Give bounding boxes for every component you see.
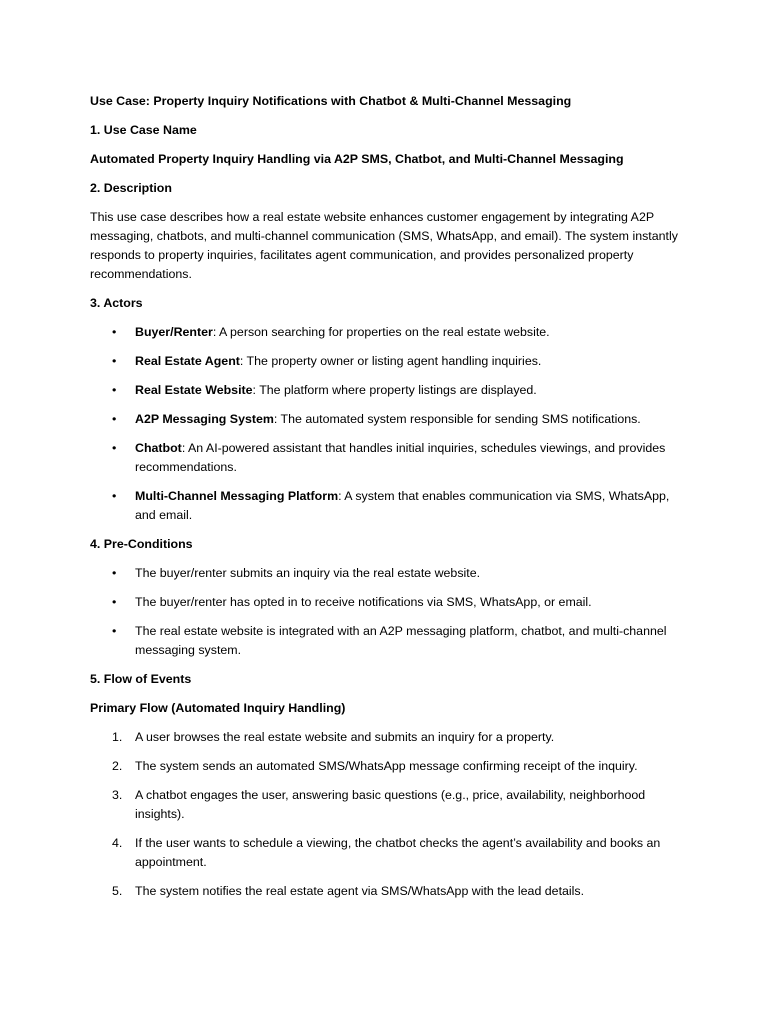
- bullet-icon: •: [112, 624, 117, 638]
- actor-item: [90, 381, 680, 400]
- document-body: [90, 92, 680, 911]
- precondition-text: The buyer/renter has opted in to receive notifications via SMS, WhatsApp, or email.: [135, 595, 592, 609]
- section-heading-actors: 3. Actors: [90, 296, 143, 310]
- bullet-icon: •: [112, 354, 117, 368]
- actors-list: [90, 323, 680, 525]
- precondition-item: [90, 564, 680, 583]
- actor-description: : The automated system responsible for sending SMS notifications.: [273, 412, 641, 426]
- section-heading-preconditions: 4. Pre-Conditions: [90, 537, 193, 551]
- actor-item: [90, 352, 680, 371]
- actor-description: : The property owner or listing agent handling inquiries.: [239, 354, 542, 368]
- bullet-icon: •: [112, 383, 117, 397]
- step-number: 5.: [112, 884, 123, 898]
- flow-step: [90, 728, 680, 747]
- use-case-name: Automated Property Inquiry Handling via A2P SMS, Chatbot, and Multi-Channel Messaging: [90, 152, 624, 166]
- step-number: 4.: [112, 836, 123, 850]
- flow-step: [90, 882, 680, 901]
- step-text: A chatbot engages the user, answering basic questions (e.g., price, availability, neighborhood insights).: [135, 788, 646, 821]
- precondition-item: [90, 593, 680, 612]
- step-number: 1.: [112, 730, 123, 744]
- step-number: 3.: [112, 788, 123, 802]
- primary-flow-steps: [90, 728, 680, 901]
- actor-term: A2P Messaging System: [135, 412, 274, 426]
- actor-description: : The platform where property listings are displayed.: [252, 383, 537, 397]
- precondition-text: The buyer/renter submits an inquiry via the real estate website.: [135, 566, 481, 580]
- section-heading-flow-of-events: 5. Flow of Events: [90, 672, 192, 686]
- actor-item: [90, 439, 680, 477]
- step-text: A user browses the real estate website and submits an inquiry for a property.: [135, 730, 555, 744]
- preconditions-list: [90, 564, 680, 660]
- actor-item: [90, 410, 680, 429]
- step-text: The system sends an automated SMS/WhatsApp message confirming receipt of the inquiry.: [135, 759, 638, 773]
- actor-term: Real Estate Agent: [135, 354, 240, 368]
- step-number: 2.: [112, 759, 123, 773]
- bullet-icon: •: [112, 595, 117, 609]
- step-text: The system notifies the real estate agent via SMS/WhatsApp with the lead details.: [135, 884, 585, 898]
- bullet-icon: •: [112, 325, 117, 339]
- bullet-icon: •: [112, 441, 117, 455]
- bullet-icon: •: [112, 412, 117, 426]
- flow-step: [90, 834, 680, 872]
- flow-step: [90, 757, 680, 776]
- bullet-icon: •: [112, 566, 117, 580]
- step-text: If the user wants to schedule a viewing, the chatbot checks the agent’s availability and books an appointment.: [135, 836, 661, 869]
- actor-term: Chatbot: [135, 441, 182, 455]
- actor-description: : A system that enables communication via SMS, WhatsApp, and email.: [135, 489, 670, 522]
- section-heading-description: 2. Description: [90, 181, 172, 195]
- actor-item: [90, 323, 680, 342]
- precondition-item: [90, 622, 680, 660]
- actor-item: [90, 487, 680, 525]
- bullet-icon: •: [112, 489, 117, 503]
- primary-flow-heading: Primary Flow (Automated Inquiry Handling): [90, 701, 346, 715]
- actor-term: Multi-Channel Messaging Platform: [135, 489, 339, 503]
- description-paragraph: This use case describes how a real estate website enhances customer engagement by integrating A2P messaging, chatbots, and multi-channel communication (SMS, WhatsApp, and email). The system instantly responds to property inquiries, facilitates agent communication, and provides personalized property recommendations.: [90, 210, 678, 281]
- actor-description: : An AI-powered assistant that handles initial inquiries, schedules viewings, and provides recommendations.: [135, 441, 666, 474]
- actor-term: Buyer/Renter: [135, 325, 213, 339]
- section-heading-use-case-name: 1. Use Case Name: [90, 123, 197, 137]
- precondition-text: The real estate website is integrated with an A2P messaging platform, chatbot, and multi-channel messaging system.: [135, 624, 667, 657]
- flow-step: [90, 786, 680, 824]
- actor-description: : A person searching for properties on the real estate website.: [212, 325, 550, 339]
- document-title: Use Case: Property Inquiry Notifications with Chatbot & Multi-Channel Messaging: [90, 94, 572, 108]
- actor-term: Real Estate Website: [135, 383, 253, 397]
